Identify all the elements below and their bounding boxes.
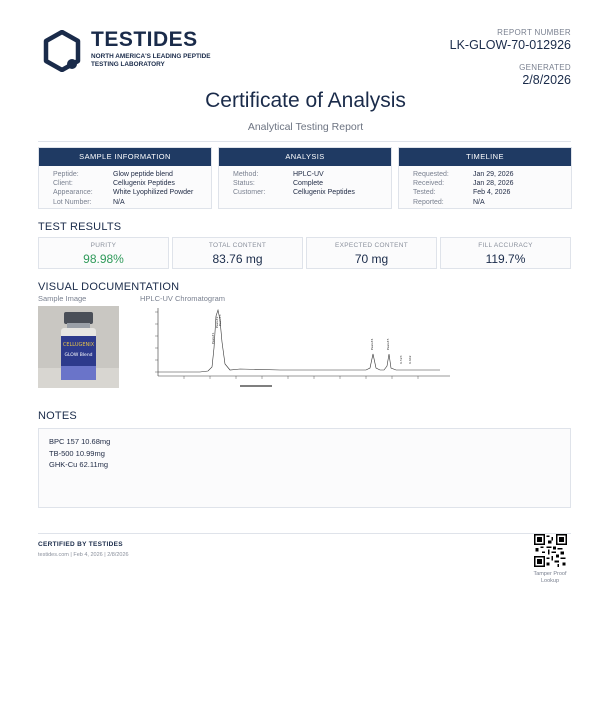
analysis-value: Cellugenix Peptides — [293, 189, 355, 197]
svg-text:Peak#3: Peak#3 — [218, 314, 222, 326]
sample-info-key: Client: — [53, 180, 73, 188]
sample-vial-image — [38, 306, 119, 388]
analysis-row — [219, 179, 391, 188]
brand-tagline: NORTH AMERICA'S LEADING PEPTIDE TESTING LABORATORY — [91, 53, 211, 68]
sample-info-row — [39, 179, 211, 188]
visual-documentation-heading: VISUAL DOCUMENTATION — [38, 281, 180, 293]
analysis-value: Complete — [293, 180, 323, 188]
stat-card-expected-content — [306, 237, 437, 269]
sample-info-key: Peptide: — [53, 171, 79, 178]
svg-text:Peak#4: Peak#4 — [370, 338, 374, 350]
certified-by: CERTIFIED BY TESTIDES — [38, 541, 123, 548]
note-line: TB-500 10.99mg — [49, 448, 105, 458]
svg-text:6.523: 6.523 — [399, 355, 403, 364]
analysis-heading: ANALYSIS — [219, 148, 391, 166]
note-line: BPC 157 10.68mg — [49, 437, 111, 446]
timeline-key: Received: — [413, 180, 445, 188]
analysis-panel — [218, 147, 392, 209]
analysis-key: Method: — [233, 171, 259, 178]
sample-info-value: Glow peptide blend — [113, 171, 173, 178]
sample-info-value: N/A — [113, 198, 125, 206]
sample-image-caption: Sample Image — [38, 294, 87, 303]
timeline-row — [399, 198, 571, 207]
report-number: LK-GLOW-70-012926 — [449, 38, 571, 52]
stat-value: 83.76 mg — [212, 252, 263, 266]
analysis-row — [219, 170, 391, 179]
timeline-row — [399, 170, 571, 179]
qr-code-icon[interactable] — [534, 534, 567, 567]
sample-info-row — [39, 188, 211, 197]
stat-label: FILL ACCURACY — [478, 242, 533, 249]
svg-text:Peak#1: Peak#1 — [211, 332, 215, 344]
sample-information-panel — [38, 147, 212, 209]
sample-info-value: Cellugenix Peptides — [113, 180, 175, 188]
analysis-value: HPLC-UV — [293, 171, 324, 178]
test-results-heading: TEST RESULTS — [38, 221, 122, 233]
page-title: Certificate of Analysis — [205, 89, 406, 112]
divider — [38, 141, 571, 142]
svg-text:6.642: 6.642 — [408, 355, 412, 364]
sample-information-heading: SAMPLE INFORMATION — [39, 148, 211, 166]
testides-logo-icon — [43, 30, 81, 72]
chromatogram-caption: HPLC-UV Chromatogram — [140, 294, 226, 303]
svg-text:GLOW Blend: GLOW Blend — [64, 353, 93, 358]
timeline-value: Jan 28, 2026 — [473, 180, 514, 188]
analysis-row — [219, 188, 391, 197]
footer-divider — [38, 533, 571, 534]
stat-label: EXPECTED CONTENT — [334, 242, 409, 249]
svg-text:Peak#2: Peak#2 — [215, 316, 219, 328]
timeline-value: N/A — [473, 198, 485, 206]
page-subtitle: Analytical Testing Report — [247, 121, 364, 133]
stat-value: 119.7% — [485, 252, 526, 266]
timeline-panel — [398, 147, 572, 209]
hplc-chromatogram — [140, 304, 452, 390]
note-line: GHK-Cu 62.11mg — [49, 460, 109, 469]
sample-info-key: Lot Number: — [53, 198, 92, 206]
timeline-row — [399, 179, 571, 188]
sample-info-row — [39, 170, 211, 179]
timeline-key: Reported: — [413, 198, 444, 206]
notes-panel — [38, 428, 571, 508]
brand-name: TESTIDES — [91, 28, 198, 51]
analysis-key: Status: — [233, 180, 255, 188]
stat-card-purity — [38, 237, 169, 269]
stat-value: 70 mg — [354, 252, 389, 266]
svg-text:Peak#5: Peak#5 — [386, 338, 390, 350]
timeline-heading: TIMELINE — [399, 148, 571, 166]
timeline-value: Jan 29, 2026 — [473, 171, 514, 178]
generated-label: GENERATED — [519, 63, 571, 72]
stat-card-total-content — [172, 237, 303, 269]
footer-meta: testides.com | Feb 4, 2026 | 2/8/2026 — [38, 552, 129, 558]
generated-date: 2/8/2026 — [522, 73, 571, 87]
timeline-row — [399, 188, 571, 197]
qr-caption: Tamper Proof Lookup — [533, 571, 567, 584]
stat-card-fill-accuracy — [440, 237, 571, 269]
report-number-label: REPORT NUMBER — [497, 28, 571, 37]
timeline-key: Tested: — [413, 189, 436, 197]
svg-text:CELLUGENIX: CELLUGENIX — [62, 342, 95, 348]
timeline-key: Requested: — [413, 171, 449, 178]
analysis-key: Customer: — [233, 189, 266, 197]
stat-value: 98.98% — [83, 252, 124, 266]
sample-info-value: White Lyophilized Powder — [113, 189, 194, 197]
sample-info-key: Appearance: — [53, 189, 93, 197]
notes-heading: NOTES — [38, 410, 77, 422]
sample-info-row — [39, 198, 211, 207]
timeline-value: Feb 4, 2026 — [473, 189, 511, 197]
stat-label: PURITY — [90, 242, 117, 249]
stat-label: TOTAL CONTENT — [208, 242, 267, 249]
